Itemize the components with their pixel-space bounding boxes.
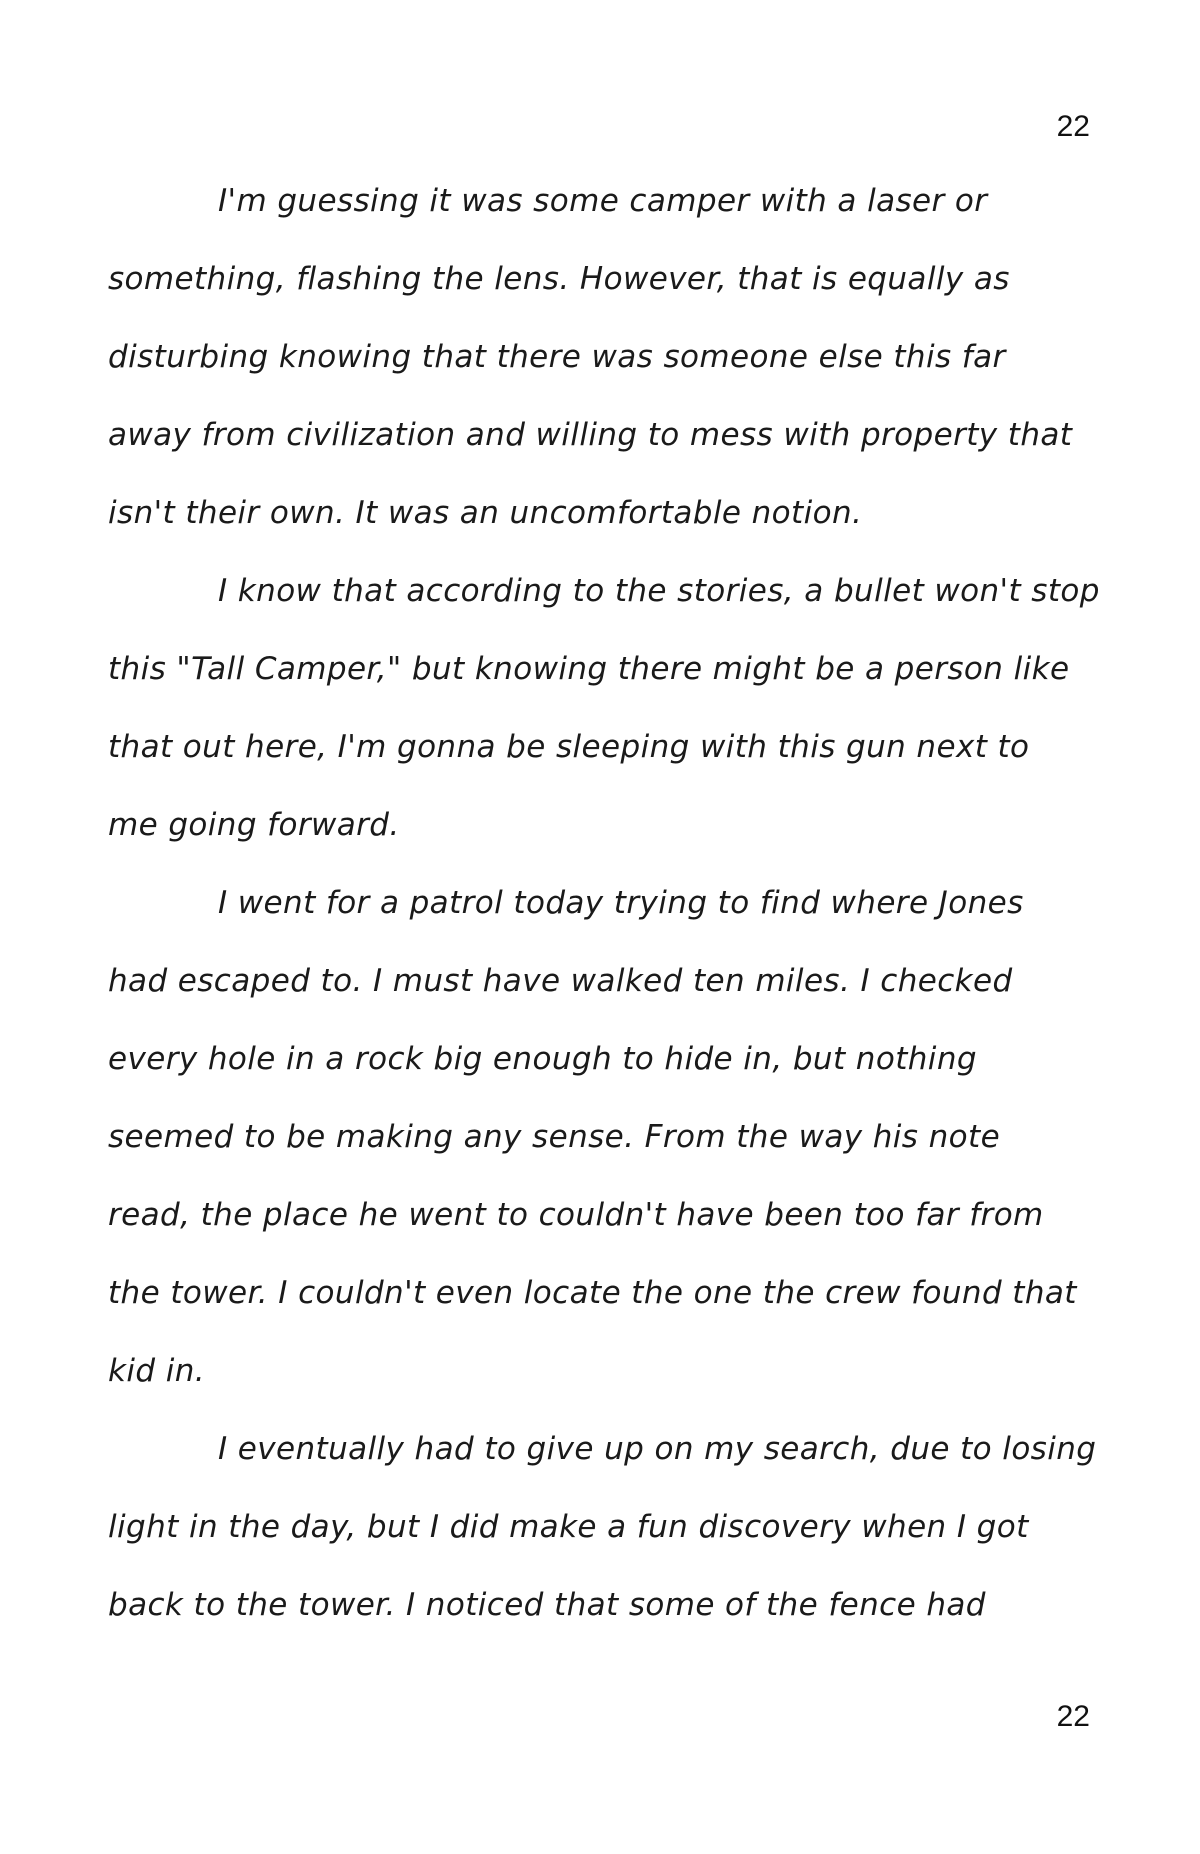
text-line: seemed to be making any sense. From the way his note bbox=[108, 1119, 1001, 1155]
text-line: I eventually had to give up on my search, due to losing bbox=[218, 1431, 1097, 1467]
text-line: light in the day, but I did make a fun discovery when I got bbox=[108, 1509, 1029, 1545]
text-line: something, flashing the lens. However, that is equally as bbox=[108, 261, 1010, 297]
text-line: the tower. I couldn't even locate the one the crew found that bbox=[108, 1275, 1077, 1311]
text-line: I know that according to the stories, a bullet won't stop bbox=[218, 573, 1100, 609]
page-number-bottom: 22 bbox=[1056, 1700, 1090, 1733]
page-number-top: 22 bbox=[1056, 110, 1090, 143]
text-line: I'm guessing it was some camper with a laser or bbox=[218, 183, 988, 219]
text-line: back to the tower. I noticed that some of the fence had bbox=[108, 1587, 986, 1623]
text-line: away from civilization and willing to mess with property that bbox=[108, 417, 1073, 453]
text-line: read, the place he went to couldn't have been too far from bbox=[108, 1197, 1044, 1233]
text-line: I went for a patrol today trying to find where Jones bbox=[218, 885, 1024, 921]
text-line: every hole in a rock big enough to hide in, but nothing bbox=[108, 1041, 977, 1077]
text-line: isn't their own. It was an uncomfortable notion. bbox=[108, 495, 863, 531]
text-line: kid in. bbox=[108, 1353, 206, 1389]
text-line: disturbing knowing that there was someone else this far bbox=[108, 339, 1006, 375]
text-line: that out here, I'm gonna be sleeping with this gun next to bbox=[108, 729, 1030, 765]
text-line: me going forward. bbox=[108, 807, 400, 843]
text-line: had escaped to. I must have walked ten miles. I checked bbox=[108, 963, 1013, 999]
body-text bbox=[108, 162, 1108, 1644]
text-line: this "Tall Camper," but knowing there might be a person like bbox=[108, 651, 1070, 687]
